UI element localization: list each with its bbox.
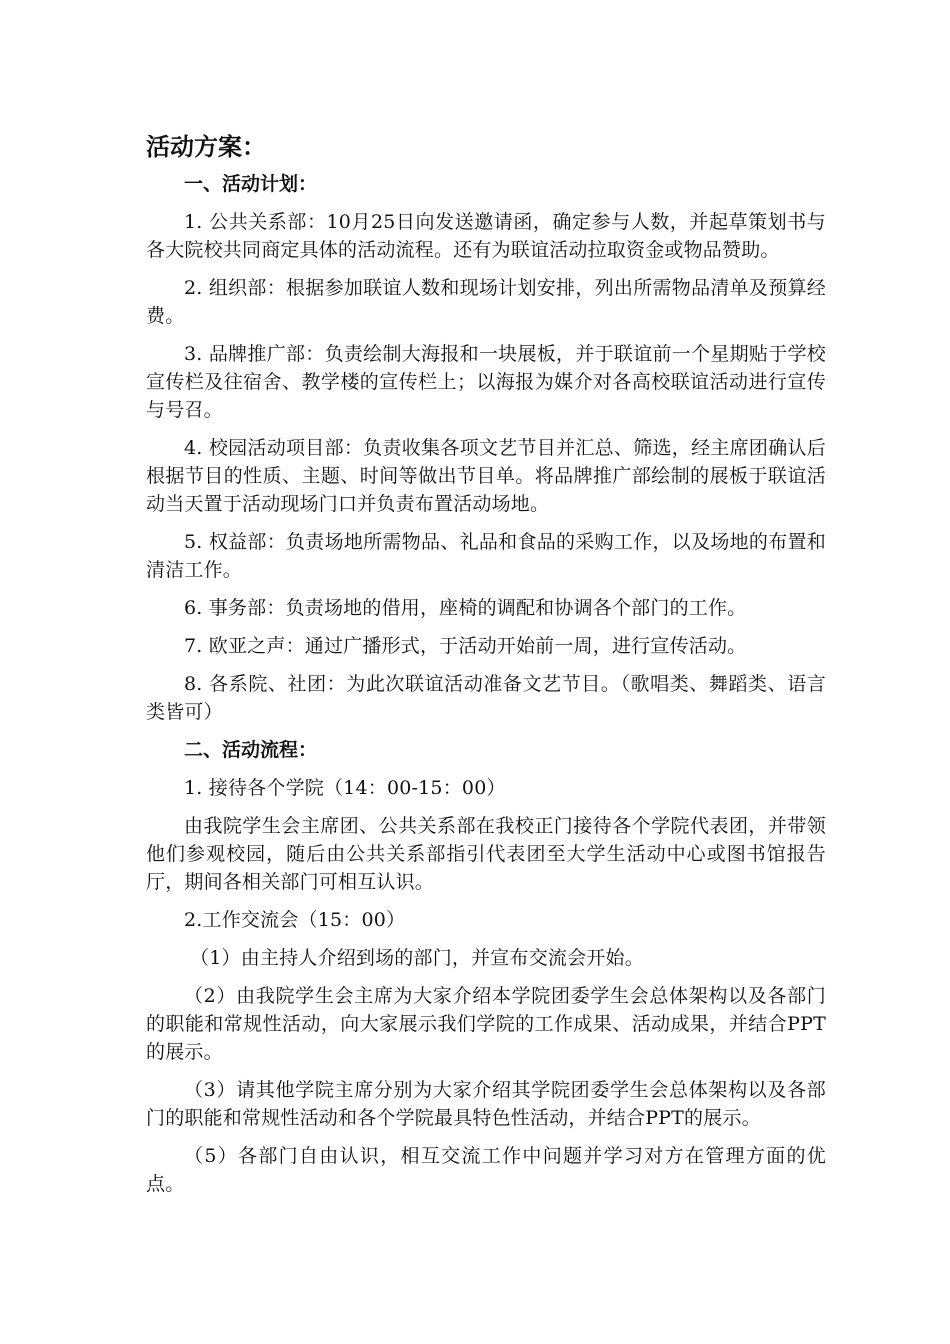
process-step-2-title: 2.工作交流会（15：00） — [184, 909, 406, 931]
process-step-1-title: 1. 接待各个学院（14：00-15：00） — [184, 777, 506, 799]
plan-item-3: 3. 品牌推广部：负责绘制大海报和一块展板，并于联谊前一个星期贴于学校宣传栏及往宿舍、教学楼的宣传栏上；以海报为媒介对各高校联谊活动进行宣传与号召。 — [146, 343, 826, 421]
plan-item-4: 4. 校园活动项目部：负责收集各项文艺节目并汇总、筛选，经主席团确认后根据节目的性质、主题、时间等做出节目单。将品牌推广部绘制的展板于联谊活动当天置于活动现场门口并负责布置活动场地。 — [146, 437, 826, 515]
plan-item-5: 5. 权益部：负责场地所需物品、礼品和食品的采购工作，以及场地的布置和清洁工作。 — [146, 531, 826, 581]
process-sub-item-1: （1）由主持人介绍到场的部门，并宣布交流会开始。 — [190, 947, 644, 969]
plan-item-8: 8. 各系院、社团：为此次联谊活动准备文艺节目。（歌唱类、舞蹈类、语言类皆可） — [146, 673, 826, 723]
process-sub-item-3: （3）请其他学院主席分别为大家介绍其学院团委学生会总体架构以及各部门的职能和常规性活动和各个学院最具特色性活动，并结合PPT的展示。 — [146, 1079, 826, 1129]
section-heading-plan: 一、活动计划： — [184, 173, 318, 195]
document-title: 活动方案： — [146, 133, 266, 161]
plan-item-6: 6. 事务部：负责场地的借用，座椅的调配和协调各个部门的工作。 — [184, 597, 747, 619]
process-sub-item-2: （2）由我院学生会主席为大家介绍本学院团委学生会总体架构以及各部门的职能和常规性活动，向大家展示我们学院的工作成果、活动成果，并结合PPT的展示。 — [146, 985, 826, 1063]
plan-item-1: 1. 公共关系部：10月25日向发送邀请函，确定参与人数，并起草策划书与各大院校共同商定具体的活动流程。还有为联谊活动拉取资金或物品赞助。 — [146, 211, 826, 261]
plan-item-2: 2. 组织部：根据参加联谊人数和现场计划安排，列出所需物品清单及预算经费。 — [146, 277, 826, 327]
section-heading-process: 二、活动流程： — [184, 739, 318, 761]
document-page — [146, 130, 826, 1208]
process-step-1-body: 由我院学生会主席团、公共关系部在我校正门接待各个学院代表团，并带领他们参观校园，随后由公共关系部指引代表团至大学生活动中心或图书馆报告厅，期间各相关部门可相互认识。 — [146, 815, 826, 893]
process-sub-item-5: （5）各部门自由认识，相互交流工作中问题并学习对方在管理方面的优点。 — [146, 1145, 826, 1195]
plan-item-7: 7. 欧亚之声：通过广播形式，于活动开始前一周，进行宣传活动。 — [184, 635, 747, 657]
